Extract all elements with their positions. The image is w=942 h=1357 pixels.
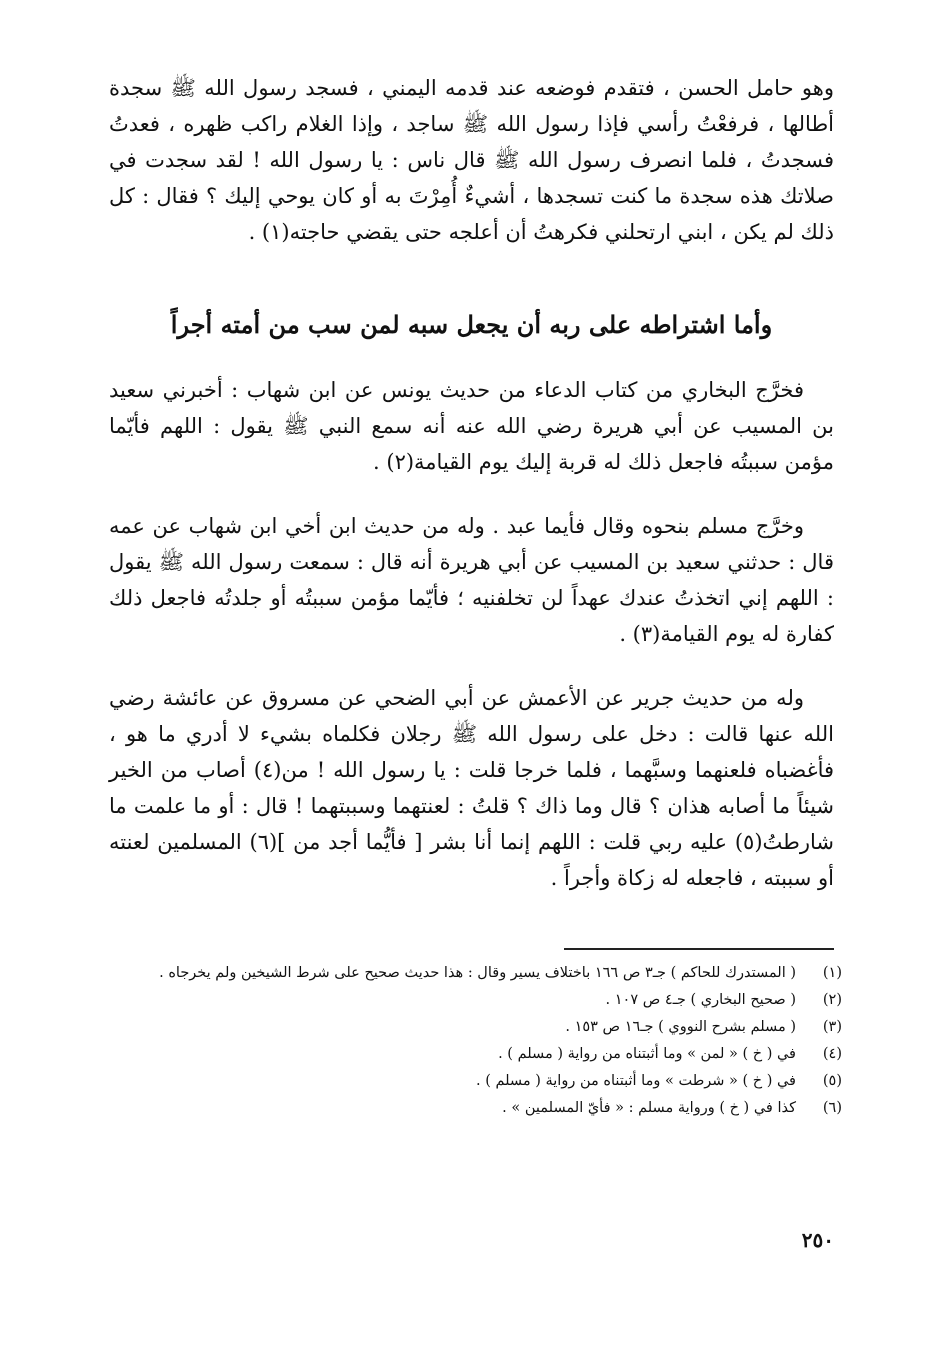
footnote <box>102 1041 842 1068</box>
footnotes-list <box>102 960 842 1122</box>
footnote-number: (١) <box>822 965 842 981</box>
footnote <box>102 1095 842 1122</box>
footnote <box>102 960 842 987</box>
paragraph-bukhari: فخرَّج البخاري من كتاب الدعاء من حديث يونس عن ابن شهاب : أخبرني سعيد بن المسيب عن أبي هريرة رضي الله عنه أنه سمع النبي ﷺ يقول : اللهم فأيّما مؤمن سببتُه فاجعل ذلك له قربة إليك يوم القيامة(٢) . <box>109 378 834 474</box>
paragraph-aisha: وله من حديث جرير عن الأعمش عن أبي الضحي عن مسروق عن عائشة رضي الله عنها قالت : دخل على رسول الله ﷺ رجلان فكلماه بشيء لا أدري ما هو ، فأغضباه فلعنهما وسبَّهما ، فلما خرجا قلت : يا رسول الله ! من(٤) أصاب من الخير شيئاً ما أصابه هذان ؟ قال وما ذاك ؟ قلتُ : لعنتهما وسببتهما ! قال : أو ما علمت ما شارطتُ(٥) عليه ربي قلت : اللهم إنما أنا بشر [ فأيُّما أجد من ](٦) المسلمين لعنته أو سببته ، فاجعله له زكاة وأجراً . <box>109 686 835 890</box>
footnote-number: (٣) <box>822 1019 842 1035</box>
footnote-number: (٦) <box>822 1100 842 1116</box>
footnote-text: في ( خ ) « شرطت » وما أثبتناه من رواية ( مسلم ) . <box>475 1073 796 1089</box>
footnote-number: (٤) <box>822 1046 842 1062</box>
footnote-number: (٢) <box>822 992 842 1008</box>
footnote-number: (٥) <box>822 1073 842 1089</box>
footnote <box>102 1068 842 1095</box>
footnote-text: ( المستدرك للحاكم ) جـ٣ ص ١٦٦ باختلاف يسير وقال : هذا حديث صحيح على شرط الشيخين ولم يخرجاه . <box>159 965 796 981</box>
footnote-divider <box>564 948 834 950</box>
page-number: ٢٥٠ <box>801 1228 834 1252</box>
footnote-text: كذا في ( خ ) ورواية مسلم : « فأيّ المسلمين » . <box>502 1100 796 1116</box>
footnote-text: في ( خ ) « لمن » وما أثبتناه من رواية ( مسلم ) . <box>498 1046 796 1062</box>
footnote <box>102 1014 842 1041</box>
footnote-text: ( مسلم بشرح النووي ) جـ١٦ ص ١٥٣ . <box>565 1019 796 1035</box>
section-heading: وأما اشتراطه على ربه أن يجعل سبه لمن سب من أمته أجراً <box>170 310 773 339</box>
intro-paragraph: وهو حامل الحسن ، فتقدم فوضعه عند قدمه اليمني ، فسجد رسول الله ﷺ سجدة أطالها ، فرفعْتُ رأسي فإذا رسول الله ﷺ ساجد ، وإذا الغلام راكب ظهره ، فعدتُ فسجدتُ ، فلما انصرف رسول الله ﷺ قال ناس : يا رسول الله ! لقد سجدت في صلاتك هذه سجدة ما كنت تسجدها ، أشيءٌ أُمِرْتَ به أو كان يوحي إليك ؟ فقال : كل ذلك لم يكن ، ابني ارتحلني فكرهتُ أن أعلجه حتى يقضي حاجته(١) . <box>109 76 834 244</box>
footnote-text: ( صحيح البخاري ) جـ٤ ص ١٠٧ . <box>605 992 796 1008</box>
footnote <box>102 987 842 1014</box>
paragraph-muslim: وخرَّج مسلم بنحوه وقال فأيما عبد . وله من حديث ابن أخي ابن شهاب عن عمه قال : حدثني سعيد بن المسيب عن أبي هريرة أنه قال : سمعت رسول الله ﷺ يقول : اللهم إني اتخذتُ عندك عهداً لن تخلفنيه ؛ فأيّما مؤمن سببتُه أو جلدتُه فاجعل ذلك كفارة له يوم القيامة(٣) . <box>109 514 834 646</box>
